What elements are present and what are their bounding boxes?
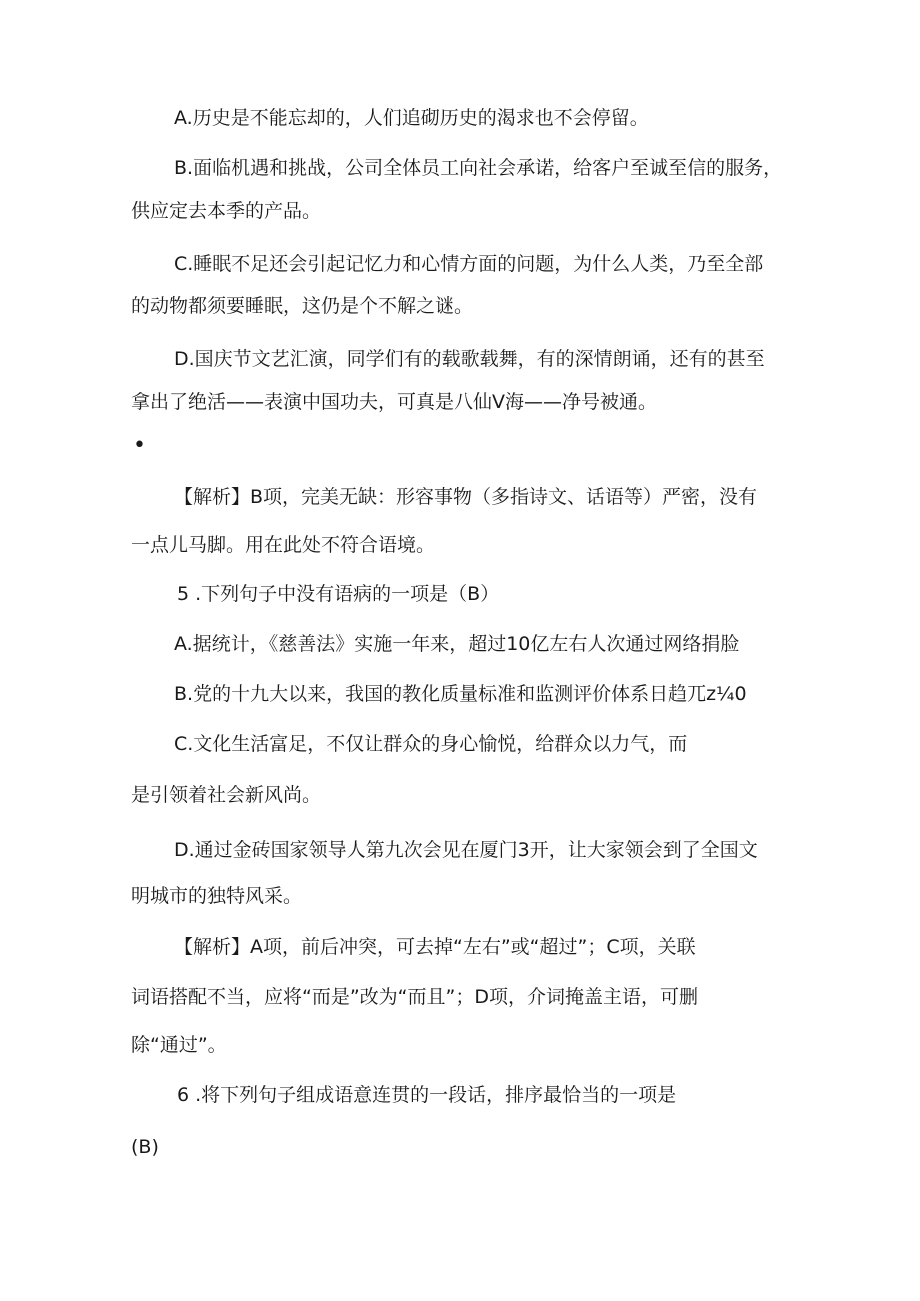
q5-option-c-line1: C.文化生活富足，不仅让群众的身心愉悦，给群众以力气，而	[174, 733, 688, 755]
q4-option-a: A.历史是不能忘却的，人们追砌历史的渴求也不会停留。	[174, 107, 649, 129]
q5-analysis-line1: 【解析】A项，前后冲突，可去掉“左右”或“超过”；C项，关联	[174, 936, 696, 958]
q5-analysis-line3: 除“通过”。	[131, 1034, 227, 1056]
q4-analysis-line1: 【解析】B项，完美无缺：形容事物（多指诗文、话语等）严密，没有	[174, 486, 758, 508]
q4-option-b-line1: B.面临机遇和挑战，公司全体员工向社会承诺，给客户至诚至信的服务，	[174, 157, 783, 179]
q4-option-b-line2: 供应定去本季的产品。	[131, 200, 322, 222]
bullet-mark: •	[133, 433, 146, 458]
q5-option-d-line2: 明城市的独特风采。	[131, 885, 303, 907]
q4-option-c-line2: 的动物都须要睡眠，这仍是个不解之谜。	[131, 295, 474, 317]
q5-option-c-line2: 是引领着社会新风尚。	[131, 784, 322, 806]
q4-option-d-line1: D.国庆节文艺汇演，同学们有的载歌载舞，有的深情朗诵，还有的甚至	[174, 348, 765, 370]
q5-stem: 5 .下列句子中没有语病的一项是（B）	[177, 583, 500, 605]
q4-analysis-line2: 一点儿马脚。用在此处不符合语境。	[131, 534, 436, 556]
q4-option-c-line1: C.睡眠不足还会引起记忆力和心情方面的问题，为什么人类，乃至全部	[174, 253, 764, 275]
q6-stem: 6 .将下列句子组成语意连贯的一段话，排序最恰当的一项是	[177, 1084, 677, 1106]
q6-answer: (B)	[131, 1136, 159, 1158]
q5-analysis-line2: 词语搭配不当，应将“而是”改为“而且”；D项，介词掩盖主语，可删	[131, 986, 699, 1008]
q4-option-d-line2: 拿出了绝活——表演中国功夫，可真是八仙V海——净号被通。	[131, 391, 657, 413]
q5-option-d-line1: D.通过金砖国家领导人第九次会见在厦门3开，让大家领会到了全国文	[174, 839, 758, 861]
q5-option-b: B.党的十九大以来，我国的教化质量标准和监测评价体系日趋兀z¼0	[174, 683, 747, 705]
q5-option-a: A.据统计，《慈善法》实施一年来，超过10亿左右人次通过网络捐脸	[174, 633, 740, 655]
